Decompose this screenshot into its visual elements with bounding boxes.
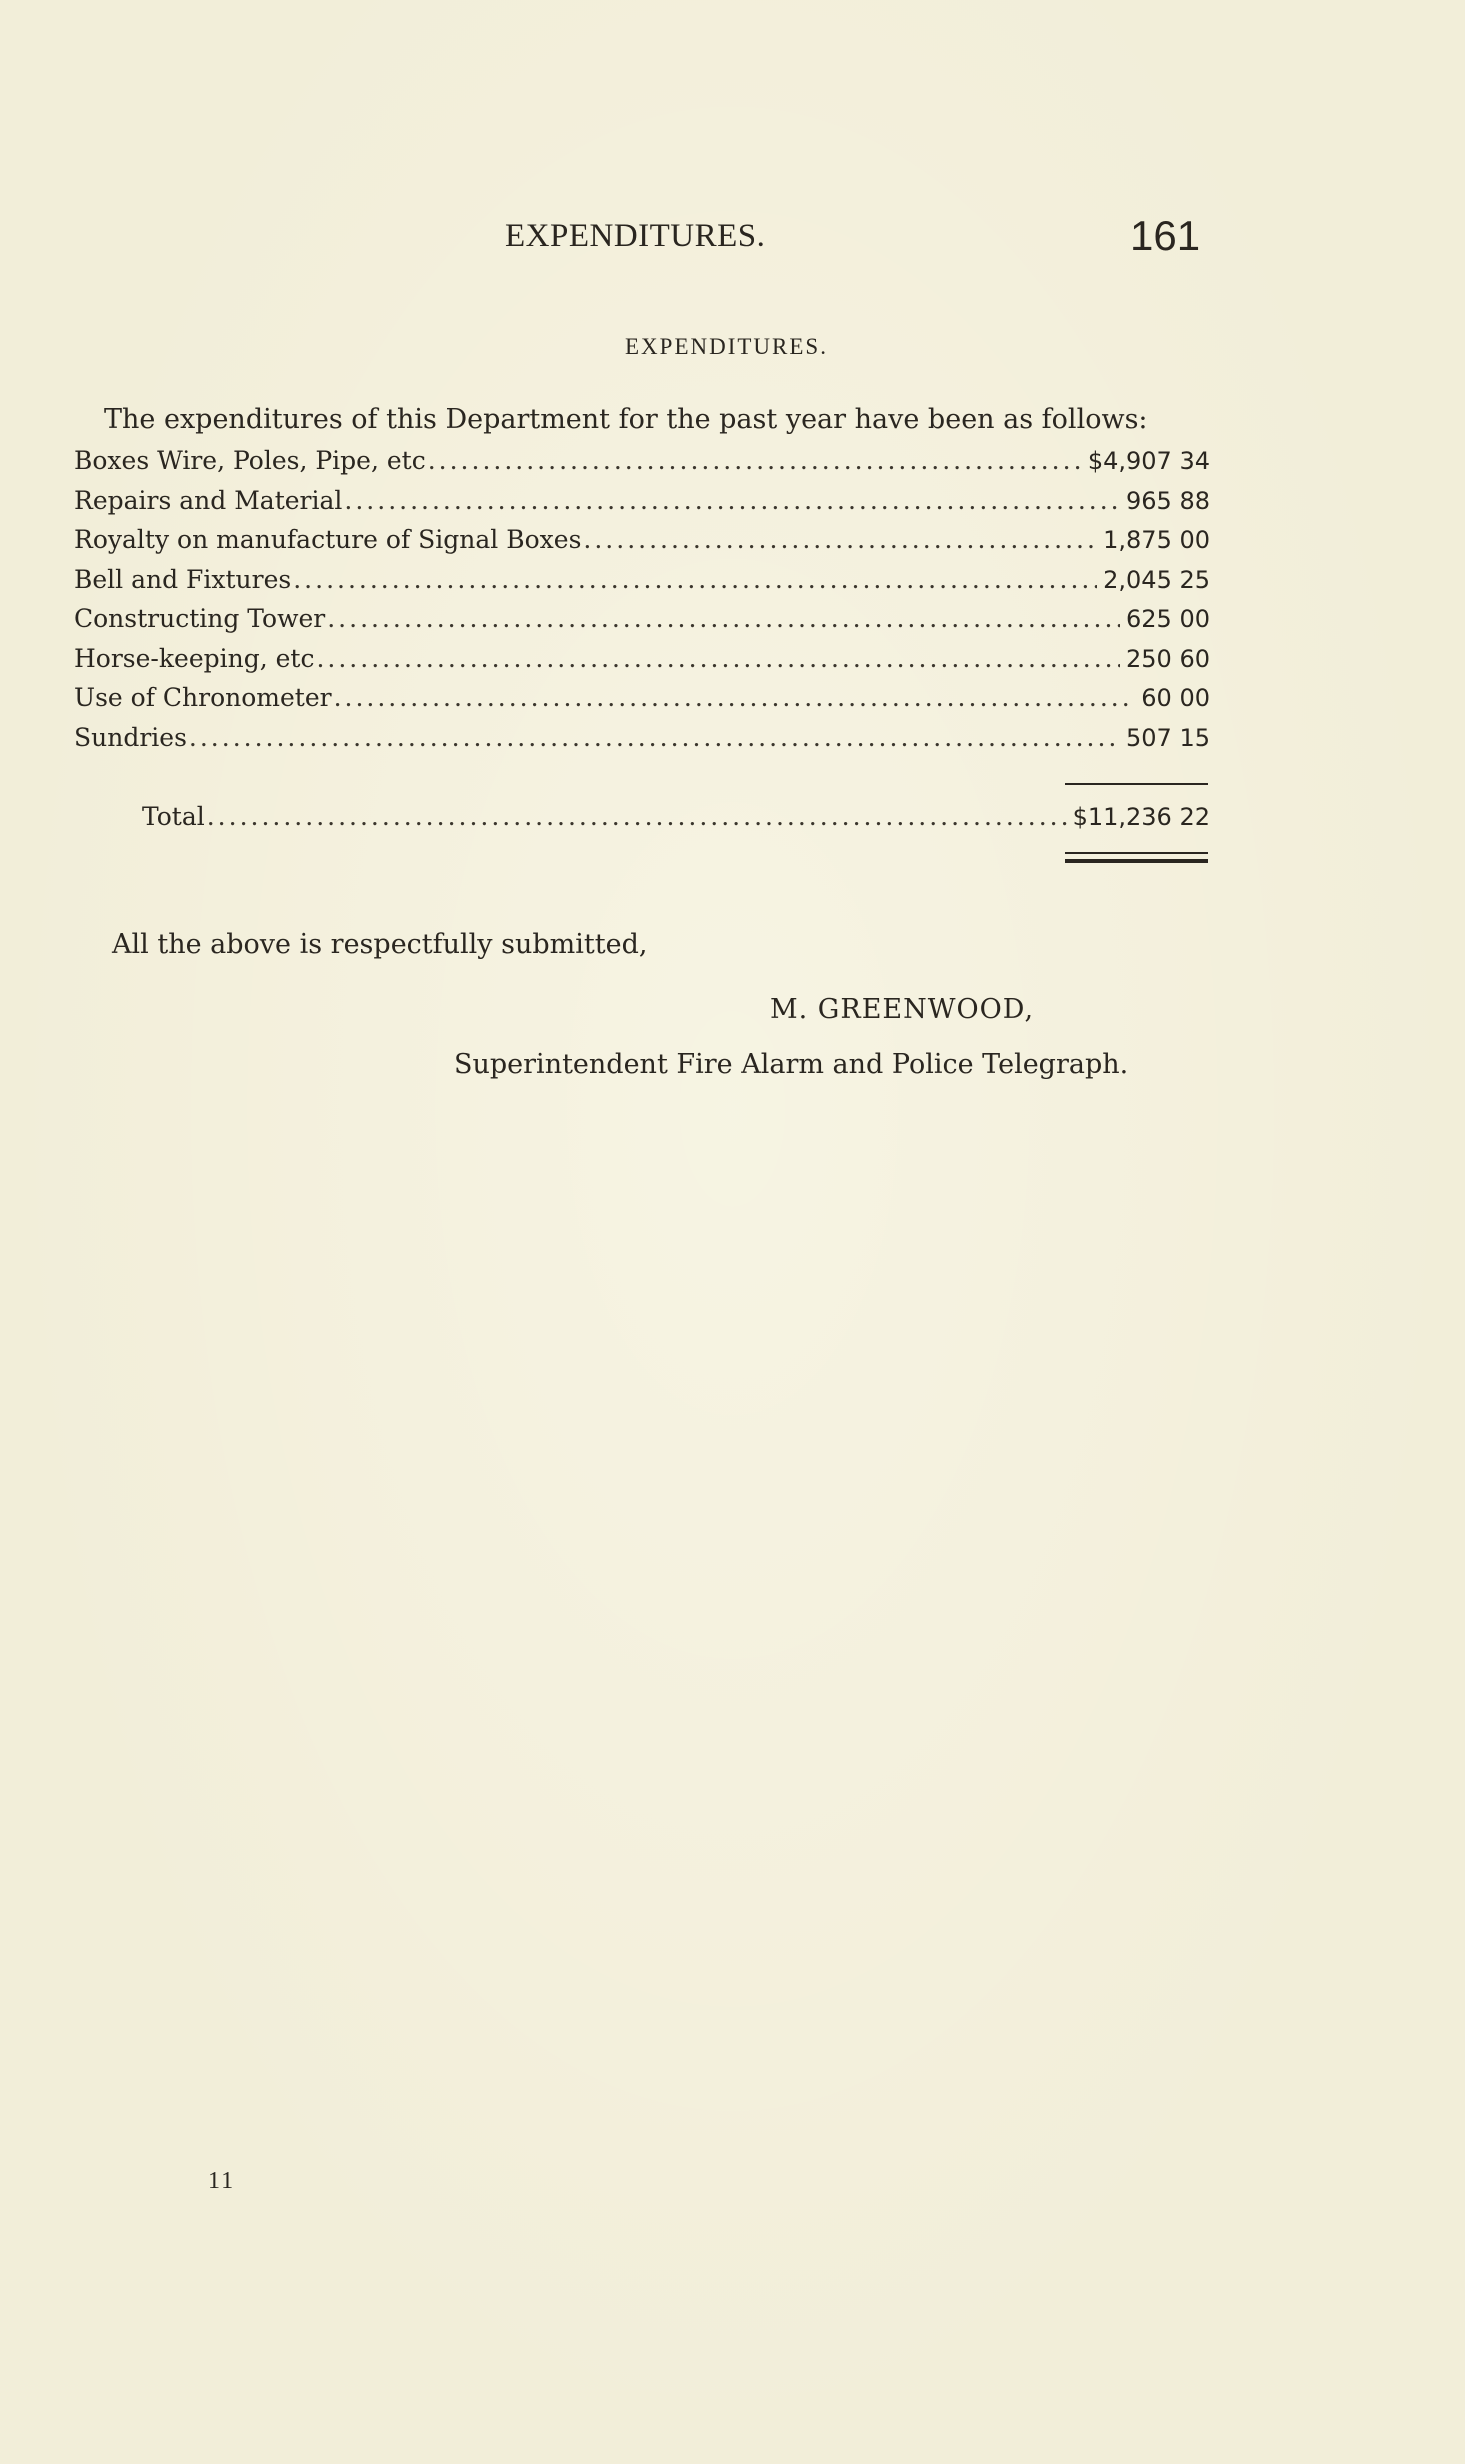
expenditure-label: Boxes Wire, Poles, Pipe, etc xyxy=(74,446,426,475)
expenditure-amount: 2,045 25 xyxy=(1103,565,1210,594)
leader-dots xyxy=(293,565,1097,594)
expenditure-label: Repairs and Material xyxy=(74,485,343,515)
intro-paragraph: The expenditures of this Department for the past year have been as follows: xyxy=(104,404,1148,435)
signer-title: Superintendent Fire Alarm and Police Telegraph. xyxy=(454,1049,1129,1080)
expenditure-label: Bell and Fixtures xyxy=(74,564,292,594)
section-title xyxy=(0,334,1465,360)
expenditure-amount: 60 00 xyxy=(1141,684,1210,712)
total-label: Total xyxy=(142,802,205,831)
total-row xyxy=(142,802,1210,831)
expenditure-amount: $4,907 34 xyxy=(1087,447,1210,475)
expenditure-row xyxy=(74,446,1210,486)
expenditure-row xyxy=(74,565,1210,605)
expenditure-label: Horse-keeping, etc xyxy=(74,643,315,673)
expenditure-label: Use of Chronometer xyxy=(74,683,332,712)
expenditure-amount: 625 00 xyxy=(1126,605,1210,633)
signature-mark: 11 xyxy=(208,2168,236,2194)
sum-rule xyxy=(1065,783,1208,785)
expenditure-row xyxy=(74,525,1210,565)
section-title-text: EXPENDITURES. xyxy=(625,334,828,359)
leader-dots xyxy=(583,525,1097,554)
expenditure-label: Constructing Tower xyxy=(74,604,326,633)
leader-dots xyxy=(316,644,1120,673)
running-head-title: EXPENDITURES. xyxy=(505,218,766,254)
expenditure-label: Sundries xyxy=(74,722,187,752)
closing-line: All the above is respectfully submitted, xyxy=(112,929,648,960)
expenditure-row xyxy=(74,723,1210,763)
expenditure-amount: 507 15 xyxy=(1126,723,1210,752)
leader-dots xyxy=(344,486,1120,515)
expenditure-label: Royalty on manufacture of Signal Boxes xyxy=(74,525,582,554)
expenditure-amount: 1,875 00 xyxy=(1103,526,1210,554)
page-number: 161 xyxy=(1130,212,1201,259)
leader-dots xyxy=(327,604,1120,633)
leader-dots xyxy=(428,446,1082,475)
total-amount: $11,236 22 xyxy=(1072,803,1210,831)
expenditure-row xyxy=(74,644,1210,684)
total-double-rule-bottom xyxy=(1065,859,1208,863)
expenditure-row xyxy=(74,683,1210,723)
leader-dots xyxy=(334,683,1136,712)
expenditure-list xyxy=(74,446,1210,762)
expenditure-row xyxy=(74,486,1210,526)
leader-dots xyxy=(207,802,1067,831)
expenditure-amount: 250 60 xyxy=(1126,644,1210,673)
signer-name: M. GREENWOOD, xyxy=(770,994,1035,1025)
expenditure-row xyxy=(74,604,1210,644)
leader-dots xyxy=(189,723,1120,752)
total-double-rule-top xyxy=(1065,852,1208,854)
expenditure-amount: 965 88 xyxy=(1126,486,1210,515)
